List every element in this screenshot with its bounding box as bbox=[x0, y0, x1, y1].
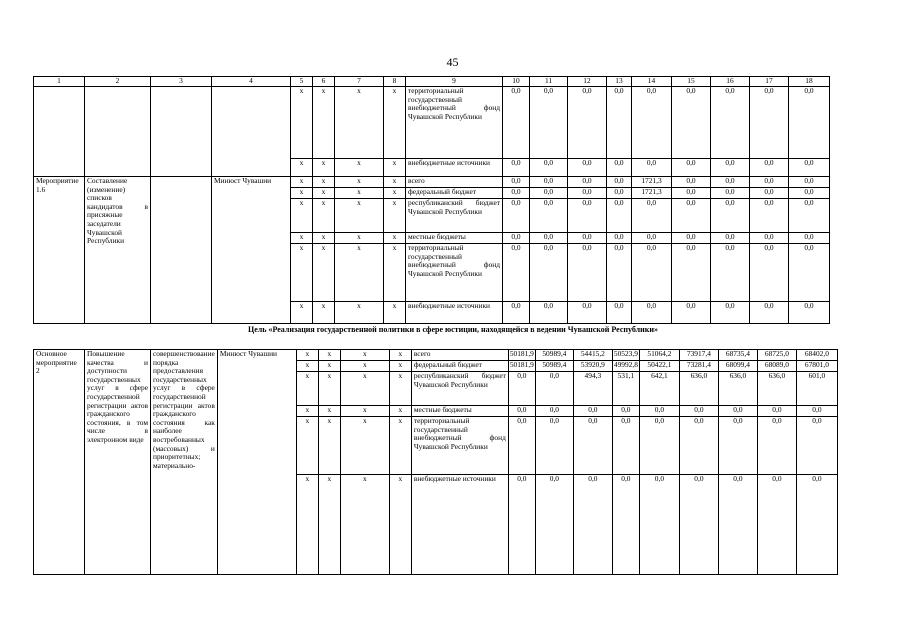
marker-cell: х bbox=[313, 177, 335, 188]
value-cell: 0,0 bbox=[503, 244, 530, 302]
value-cell: 0,0 bbox=[679, 417, 718, 475]
value-cell: 0,0 bbox=[530, 302, 568, 324]
value-cell: 0,0 bbox=[535, 475, 573, 575]
value-cell: 50989,4 bbox=[535, 350, 573, 361]
marker-cell: х bbox=[313, 244, 335, 302]
value-cell: 0,0 bbox=[757, 475, 796, 575]
executor-cell: Минюст Чувашии bbox=[217, 350, 296, 575]
value-cell: 0,0 bbox=[535, 417, 573, 475]
column-number: 10 bbox=[503, 77, 530, 87]
marker-cell: х bbox=[389, 361, 411, 372]
value-cell: 0,0 bbox=[503, 87, 530, 159]
value-cell: 0,0 bbox=[711, 199, 750, 233]
value-cell: 0,0 bbox=[711, 302, 750, 324]
value-cell: 0,0 bbox=[672, 87, 711, 159]
funding-source-cell: внебюджетные источники bbox=[406, 159, 503, 177]
empty-cell bbox=[34, 87, 85, 177]
column-number: 17 bbox=[750, 77, 789, 87]
value-cell: 0,0 bbox=[503, 199, 530, 233]
funding-source-cell: местные бюджеты bbox=[406, 233, 503, 244]
column-number: 16 bbox=[711, 77, 750, 87]
column-number: 1 bbox=[34, 77, 85, 87]
value-cell: 68735,4 bbox=[718, 350, 757, 361]
value-cell: 0,0 bbox=[711, 244, 750, 302]
value-cell: 0,0 bbox=[503, 188, 530, 199]
value-cell: 0,0 bbox=[789, 302, 830, 324]
column-number: 11 bbox=[530, 77, 568, 87]
value-cell: 0,0 bbox=[568, 177, 607, 188]
value-cell: 0,0 bbox=[796, 475, 837, 575]
marker-cell: х bbox=[296, 350, 318, 361]
marker-cell: х bbox=[291, 188, 313, 199]
value-cell: 0,0 bbox=[607, 87, 632, 159]
goal-link-cell bbox=[151, 177, 212, 324]
value-cell: 0,0 bbox=[503, 233, 530, 244]
value-cell: 0,0 bbox=[508, 475, 535, 575]
marker-cell: х bbox=[291, 302, 313, 324]
value-cell: 0,0 bbox=[530, 159, 568, 177]
event-id-cell: Основное мероприятие 2 bbox=[34, 350, 85, 575]
value-cell: 0,0 bbox=[757, 417, 796, 475]
value-cell: 50181,9 bbox=[508, 361, 535, 372]
value-cell: 0,0 bbox=[568, 188, 607, 199]
value-cell: 0,0 bbox=[750, 177, 789, 188]
value-cell: 0,0 bbox=[672, 177, 711, 188]
marker-cell: х bbox=[335, 177, 384, 188]
value-cell: 50181,9 bbox=[508, 350, 535, 361]
marker-cell: х bbox=[340, 350, 389, 361]
value-cell: 0,0 bbox=[612, 475, 639, 575]
funding-table-part2 bbox=[33, 349, 838, 575]
value-cell: 0,0 bbox=[672, 199, 711, 233]
value-cell: 1721,3 bbox=[632, 177, 672, 188]
value-cell: 0,0 bbox=[573, 406, 612, 417]
marker-cell: х bbox=[296, 372, 318, 406]
marker-cell: х bbox=[291, 87, 313, 159]
value-cell: 0,0 bbox=[508, 406, 535, 417]
value-cell: 0,0 bbox=[607, 159, 632, 177]
value-cell: 68089,0 bbox=[757, 361, 796, 372]
marker-cell: х bbox=[296, 475, 318, 575]
marker-cell: х bbox=[291, 199, 313, 233]
value-cell: 0,0 bbox=[711, 233, 750, 244]
value-cell: 0,0 bbox=[632, 199, 672, 233]
marker-cell: х bbox=[340, 417, 389, 475]
value-cell: 73281,4 bbox=[679, 361, 718, 372]
value-cell: 50422,1 bbox=[639, 361, 679, 372]
value-cell: 0,0 bbox=[672, 244, 711, 302]
funding-source-cell: республиканский бюджет Чувашской Республики bbox=[411, 372, 508, 406]
funding-source-cell: всего bbox=[411, 350, 508, 361]
value-cell: 0,0 bbox=[568, 244, 607, 302]
marker-cell: х bbox=[318, 350, 340, 361]
column-number-header bbox=[34, 77, 830, 87]
value-cell: 636,0 bbox=[757, 372, 796, 406]
marker-cell: х bbox=[313, 87, 335, 159]
value-cell: 0,0 bbox=[607, 302, 632, 324]
marker-cell: х bbox=[335, 188, 384, 199]
funding-source-cell: внебюджетные источники bbox=[406, 302, 503, 324]
value-cell: 51064,2 bbox=[639, 350, 679, 361]
marker-cell: х bbox=[384, 199, 406, 233]
value-cell: 494,3 bbox=[573, 372, 612, 406]
funding-source-cell: территориальный государственный внебюджетный фонд Чувашской Республики bbox=[406, 244, 503, 302]
marker-cell: х bbox=[384, 302, 406, 324]
marker-cell: х bbox=[335, 244, 384, 302]
empty-cell bbox=[212, 87, 291, 177]
value-cell: 0,0 bbox=[750, 159, 789, 177]
column-number: 2 bbox=[85, 77, 151, 87]
marker-cell: х bbox=[340, 361, 389, 372]
marker-cell: х bbox=[296, 417, 318, 475]
value-cell: 0,0 bbox=[750, 302, 789, 324]
column-number: 6 bbox=[313, 77, 335, 87]
column-number: 7 bbox=[335, 77, 384, 87]
value-cell: 0,0 bbox=[530, 177, 568, 188]
marker-cell: х bbox=[291, 233, 313, 244]
value-cell: 0,0 bbox=[796, 406, 837, 417]
marker-cell: х bbox=[335, 233, 384, 244]
marker-cell: х bbox=[389, 350, 411, 361]
empty-cell bbox=[151, 87, 212, 177]
value-cell: 0,0 bbox=[568, 87, 607, 159]
value-cell: 1721,3 bbox=[632, 188, 672, 199]
marker-cell: х bbox=[318, 361, 340, 372]
value-cell: 0,0 bbox=[639, 406, 679, 417]
value-cell: 0,0 bbox=[750, 233, 789, 244]
value-cell: 0,0 bbox=[789, 199, 830, 233]
value-cell: 0,0 bbox=[789, 188, 830, 199]
value-cell: 68402,0 bbox=[796, 350, 837, 361]
value-cell: 0,0 bbox=[568, 233, 607, 244]
marker-cell: х bbox=[335, 87, 384, 159]
value-cell: 0,0 bbox=[607, 199, 632, 233]
value-cell: 53920,9 bbox=[573, 361, 612, 372]
value-cell: 0,0 bbox=[503, 177, 530, 188]
value-cell: 0,0 bbox=[789, 244, 830, 302]
empty-cell bbox=[85, 87, 151, 177]
value-cell: 642,1 bbox=[639, 372, 679, 406]
value-cell: 54415,2 bbox=[573, 350, 612, 361]
value-cell: 0,0 bbox=[530, 199, 568, 233]
value-cell: 0,0 bbox=[711, 177, 750, 188]
funding-source-cell: республиканский бюджет Чувашской Республики bbox=[406, 199, 503, 233]
value-cell: 0,0 bbox=[789, 159, 830, 177]
column-number: 18 bbox=[789, 77, 830, 87]
marker-cell: х bbox=[296, 361, 318, 372]
value-cell: 0,0 bbox=[573, 475, 612, 575]
executor-cell: Минюст Чувашии bbox=[212, 177, 291, 324]
value-cell: 0,0 bbox=[796, 417, 837, 475]
marker-cell: х bbox=[318, 372, 340, 406]
value-cell: 0,0 bbox=[607, 244, 632, 302]
marker-cell: х bbox=[384, 177, 406, 188]
value-cell: 0,0 bbox=[530, 244, 568, 302]
value-cell: 73917,4 bbox=[679, 350, 718, 361]
value-cell: 0,0 bbox=[639, 417, 679, 475]
value-cell: 0,0 bbox=[568, 199, 607, 233]
event-name-cell: Повышение качества и доступности государственных услуг в сфере государственной регистрации актов гражданского состояния, в том числе в электронном виде bbox=[85, 350, 151, 575]
value-cell: 0,0 bbox=[535, 372, 573, 406]
goal-heading: Цель «Реализация государственной политики в сфере юстиции, находящейся в ведении Чувашской Республики» bbox=[247, 325, 658, 334]
value-cell: 0,0 bbox=[672, 188, 711, 199]
value-cell: 0,0 bbox=[679, 475, 718, 575]
marker-cell: х bbox=[313, 199, 335, 233]
marker-cell: х bbox=[335, 199, 384, 233]
value-cell: 0,0 bbox=[789, 233, 830, 244]
marker-cell: х bbox=[318, 417, 340, 475]
marker-cell: х bbox=[340, 372, 389, 406]
goal-link-cell: совершенствование порядка предоставления государственных услуг в сфере государственной регистрации актов гражданского состояния как наиболее востребованных (массовых) и приоритетных; материально- bbox=[151, 350, 218, 575]
value-cell: 0,0 bbox=[632, 87, 672, 159]
table-row bbox=[34, 177, 830, 188]
column-number: 4 bbox=[212, 77, 291, 87]
value-cell: 67801,0 bbox=[796, 361, 837, 372]
value-cell: 0,0 bbox=[632, 244, 672, 302]
marker-cell: х bbox=[384, 244, 406, 302]
value-cell: 0,0 bbox=[568, 159, 607, 177]
value-cell: 0,0 bbox=[672, 159, 711, 177]
page-number: 45 bbox=[446, 55, 459, 69]
marker-cell: х bbox=[389, 417, 411, 475]
marker-cell: х bbox=[384, 159, 406, 177]
funding-table-part1 bbox=[33, 76, 830, 324]
marker-cell: х bbox=[313, 159, 335, 177]
column-number: 8 bbox=[384, 77, 406, 87]
value-cell: 68099,4 bbox=[718, 361, 757, 372]
marker-cell: х bbox=[313, 233, 335, 244]
marker-cell: х bbox=[389, 475, 411, 575]
value-cell: 0,0 bbox=[789, 87, 830, 159]
value-cell: 50523,9 bbox=[612, 350, 639, 361]
column-number: 14 bbox=[632, 77, 672, 87]
value-cell: 0,0 bbox=[632, 233, 672, 244]
marker-cell: х bbox=[313, 302, 335, 324]
marker-cell: х bbox=[296, 406, 318, 417]
marker-cell: х bbox=[318, 406, 340, 417]
value-cell: 0,0 bbox=[612, 417, 639, 475]
column-number: 3 bbox=[151, 77, 212, 87]
value-cell: 0,0 bbox=[750, 199, 789, 233]
marker-cell: х bbox=[335, 159, 384, 177]
column-number: 9 bbox=[406, 77, 503, 87]
table-row bbox=[34, 350, 838, 361]
column-number: 12 bbox=[568, 77, 607, 87]
value-cell: 0,0 bbox=[711, 87, 750, 159]
value-cell: 0,0 bbox=[607, 233, 632, 244]
funding-source-cell: территориальный государственный внебюджетный фонд Чувашской Республики bbox=[411, 417, 508, 475]
funding-source-cell: местные бюджеты bbox=[411, 406, 508, 417]
marker-cell: х bbox=[291, 159, 313, 177]
value-cell: 0,0 bbox=[672, 302, 711, 324]
marker-cell: х bbox=[291, 244, 313, 302]
value-cell: 0,0 bbox=[718, 406, 757, 417]
funding-source-cell: федеральный бюджет bbox=[406, 188, 503, 199]
marker-cell: х bbox=[384, 233, 406, 244]
marker-cell: х bbox=[389, 406, 411, 417]
funding-source-cell: федеральный бюджет bbox=[411, 361, 508, 372]
value-cell: 636,0 bbox=[679, 372, 718, 406]
value-cell: 0,0 bbox=[530, 233, 568, 244]
value-cell: 0,0 bbox=[503, 302, 530, 324]
value-cell: 601,0 bbox=[796, 372, 837, 406]
value-cell: 0,0 bbox=[718, 417, 757, 475]
value-cell: 0,0 bbox=[711, 188, 750, 199]
value-cell: 0,0 bbox=[711, 159, 750, 177]
value-cell: 0,0 bbox=[679, 406, 718, 417]
value-cell: 0,0 bbox=[672, 233, 711, 244]
value-cell: 0,0 bbox=[789, 177, 830, 188]
value-cell: 0,0 bbox=[508, 372, 535, 406]
event-id-cell: Мероприятие 1.6 bbox=[34, 177, 85, 324]
funding-source-cell: территориальный государственный внебюджетный фонд Чувашской Республики bbox=[406, 87, 503, 159]
funding-source-cell: всего bbox=[406, 177, 503, 188]
value-cell: 0,0 bbox=[508, 417, 535, 475]
value-cell: 0,0 bbox=[503, 159, 530, 177]
value-cell: 0,0 bbox=[718, 475, 757, 575]
value-cell: 0,0 bbox=[612, 406, 639, 417]
value-cell: 636,0 bbox=[718, 372, 757, 406]
event-name-cell: Составление (изменение) списков кандидатов в присяжные заседатели Чувашской Республики bbox=[85, 177, 151, 324]
marker-cell: х bbox=[340, 475, 389, 575]
value-cell: 0,0 bbox=[530, 87, 568, 159]
value-cell: 49992,8 bbox=[612, 361, 639, 372]
value-cell: 0,0 bbox=[750, 188, 789, 199]
marker-cell: х bbox=[384, 188, 406, 199]
funding-source-cell: внебюджетные источники bbox=[411, 475, 508, 575]
marker-cell: х bbox=[291, 177, 313, 188]
column-number: 13 bbox=[607, 77, 632, 87]
table-row bbox=[34, 87, 830, 159]
value-cell: 0,0 bbox=[750, 87, 789, 159]
value-cell: 0,0 bbox=[632, 302, 672, 324]
value-cell: 0,0 bbox=[568, 302, 607, 324]
value-cell: 68725,0 bbox=[757, 350, 796, 361]
value-cell: 0,0 bbox=[757, 406, 796, 417]
marker-cell: х bbox=[313, 188, 335, 199]
value-cell: 531,1 bbox=[612, 372, 639, 406]
value-cell: 0,0 bbox=[639, 475, 679, 575]
value-cell: 0,0 bbox=[530, 188, 568, 199]
value-cell: 0,0 bbox=[607, 188, 632, 199]
value-cell: 0,0 bbox=[750, 244, 789, 302]
value-cell: 0,0 bbox=[573, 417, 612, 475]
value-cell: 0,0 bbox=[607, 177, 632, 188]
value-cell: 0,0 bbox=[632, 159, 672, 177]
value-cell: 0,0 bbox=[535, 406, 573, 417]
marker-cell: х bbox=[389, 372, 411, 406]
value-cell: 50989,4 bbox=[535, 361, 573, 372]
column-number: 5 bbox=[291, 77, 313, 87]
column-number: 15 bbox=[672, 77, 711, 87]
marker-cell: х bbox=[384, 87, 406, 159]
marker-cell: х bbox=[318, 475, 340, 575]
marker-cell: х bbox=[335, 302, 384, 324]
marker-cell: х bbox=[340, 406, 389, 417]
